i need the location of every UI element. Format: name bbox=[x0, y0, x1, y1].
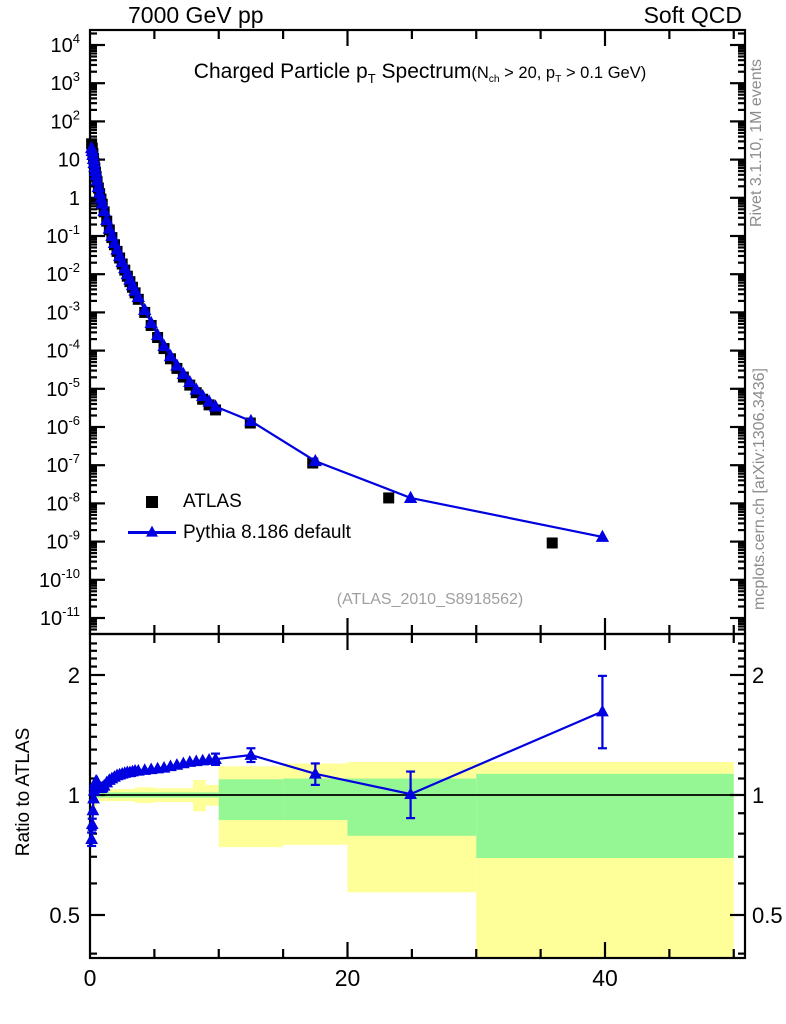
y-tick-label: $10^{-1}$ bbox=[46, 222, 80, 248]
band-green bbox=[219, 779, 283, 820]
ratio-data-point bbox=[87, 804, 100, 816]
ratio-tick-label-right: 2 bbox=[752, 663, 765, 689]
mcplots-arxiv-caption: mcplots.cern.ch [arXiv:1306.3436] bbox=[751, 368, 768, 610]
pythia-curve bbox=[92, 148, 603, 537]
legend-label-atlas: ATLAS bbox=[183, 490, 242, 512]
y-tick-label: $10^{-10}$ bbox=[38, 565, 80, 592]
y-tick-label: $10^{-8}$ bbox=[46, 489, 80, 516]
title-condition: ($N_{ch} > 20$, $p_T > 0.1$ GeV) bbox=[471, 64, 647, 86]
y-tick-label: $10^3$ bbox=[50, 69, 80, 96]
atlas-data-point bbox=[383, 492, 394, 503]
y-tick-label: $10^{-4}$ bbox=[46, 336, 80, 363]
y-tick-label: $10^{-6}$ bbox=[46, 413, 80, 439]
x-tick-label: 20 bbox=[334, 965, 361, 991]
x-tick-label: 0 bbox=[83, 965, 97, 991]
band-green bbox=[476, 774, 734, 858]
header-beam: 7000 GeV pp bbox=[128, 2, 264, 28]
y-tick-label: $10^4$ bbox=[50, 31, 80, 57]
title-main: Charged Particle $p_T$ Spectrum bbox=[193, 60, 472, 87]
atlas-square-marker-icon bbox=[127, 496, 177, 508]
y-tick-label: $10^{-5}$ bbox=[46, 374, 80, 401]
ratio-tick-label-left: 2 bbox=[67, 663, 80, 689]
ratio-tick-label-left: 0.5 bbox=[49, 902, 80, 928]
ratio-tick-label-right: 1 bbox=[752, 783, 765, 808]
y-tick-label: 10 bbox=[57, 149, 80, 172]
y-tick-label: $10^2$ bbox=[50, 107, 80, 134]
ratio-data-point bbox=[245, 748, 258, 760]
y-tick-label: $10^{-2}$ bbox=[46, 260, 80, 287]
y-tick-label: $10^{-9}$ bbox=[46, 527, 80, 554]
analysis-watermark: (ATLAS_2010_S8918562) bbox=[336, 591, 524, 608]
y-tick-label: $10^{-3}$ bbox=[46, 298, 80, 325]
y-tick-label: 1 bbox=[68, 187, 80, 210]
legend-item-pythia bbox=[127, 517, 351, 548]
x-tick-label: 40 bbox=[592, 965, 618, 991]
ratio-axis-label: Ratio to ATLAS bbox=[13, 727, 34, 857]
band-green bbox=[348, 778, 477, 835]
y-tick-label: $10^{-11}$ bbox=[39, 604, 80, 630]
pythia-triangle-line-marker-icon bbox=[127, 531, 177, 533]
atlas-data-point bbox=[547, 537, 558, 548]
rivet-version-caption: Rivet 3.1.10, 1M events bbox=[748, 58, 765, 228]
header-process-group: Soft QCD bbox=[643, 2, 742, 28]
legend-item-atlas bbox=[127, 486, 351, 517]
legend bbox=[127, 486, 351, 548]
y-tick-label: $10^{-7}$ bbox=[46, 451, 80, 478]
ratio-tick-label-left: 1 bbox=[67, 783, 80, 808]
plot-title bbox=[194, 60, 646, 86]
legend-label-pythia: Pythia 8.186 default bbox=[183, 521, 351, 543]
ratio-data-point bbox=[596, 705, 609, 717]
ratio-tick-label-right: 0.5 bbox=[752, 902, 783, 928]
